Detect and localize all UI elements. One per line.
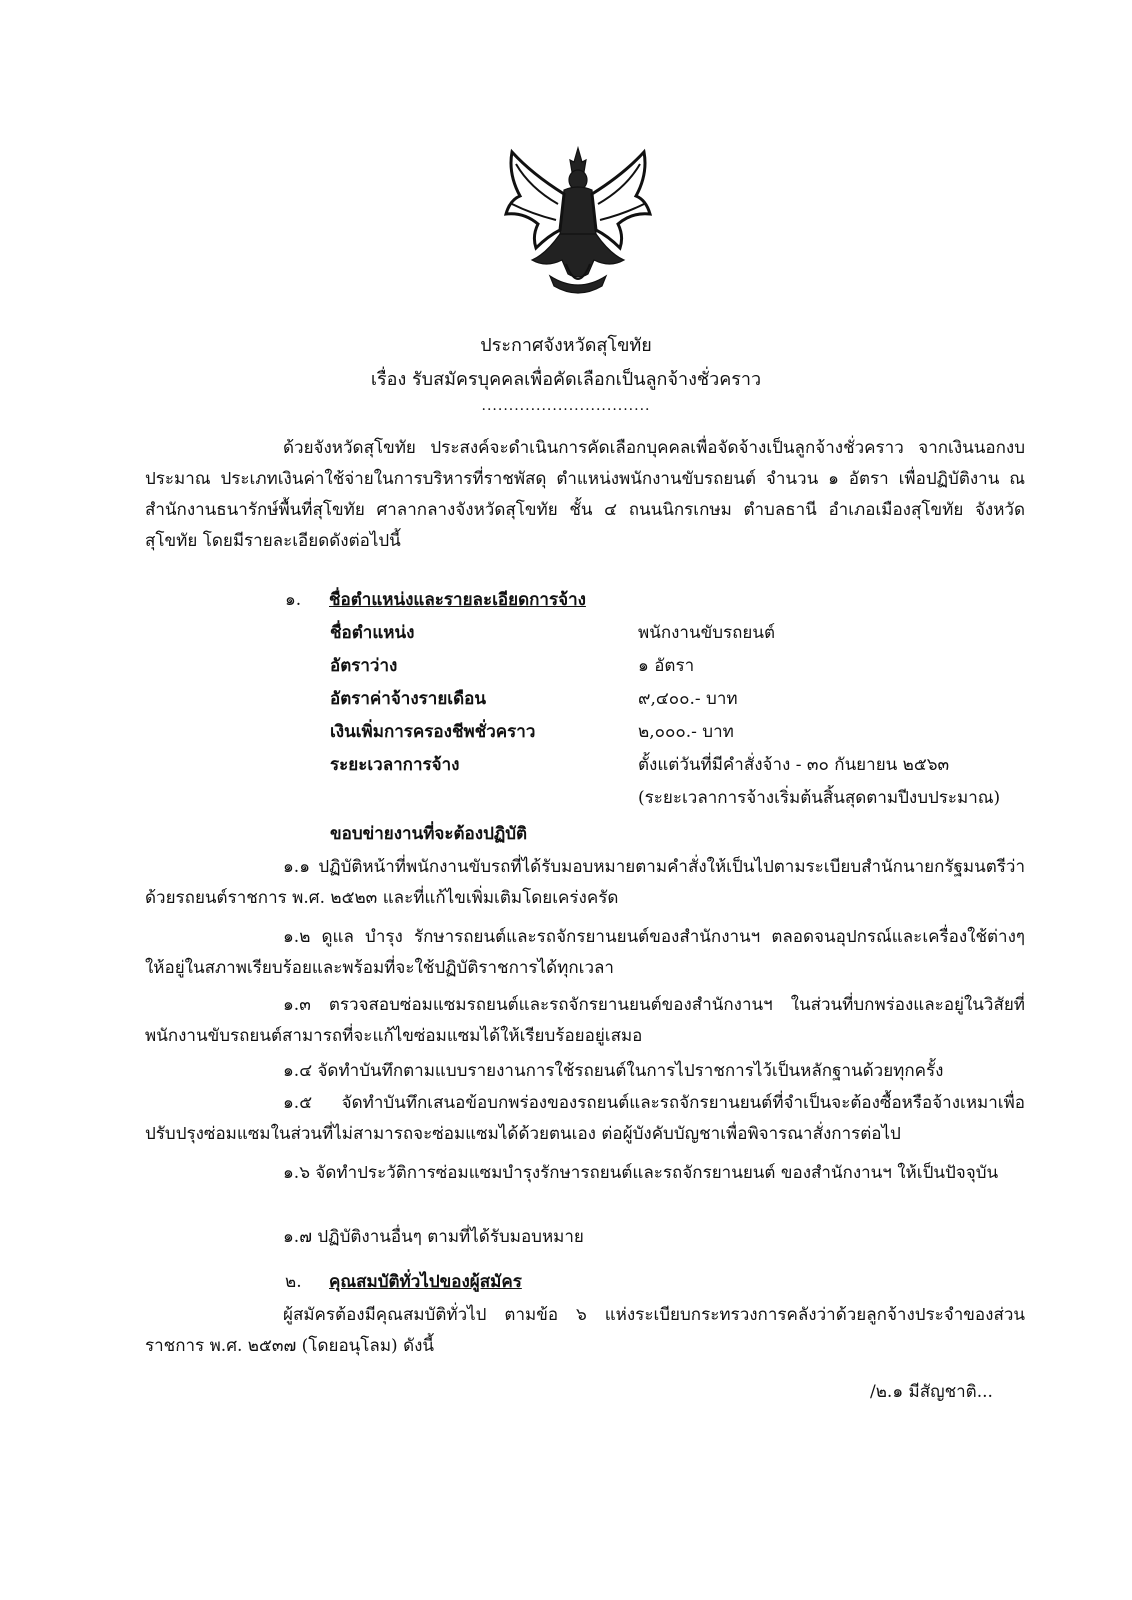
detail-value: ๒,๐๐๐.- บาท bbox=[638, 722, 734, 742]
duty-item: ๑.๓ ตรวจสอบซ่อมแซมรถยนต์และรถจักรยานยนต์ของสำนักงานฯ ในส่วนที่บกพร่องและอยู่ในวิสัยที่พนักงานขับรถยนต์สามารถที่จะแก้ไขซ่อมแซมได้ให้เรียบร้อยอยู่เสมอ bbox=[145, 995, 1025, 1046]
position-details bbox=[330, 619, 1030, 817]
detail-value: ๑ อัตรา bbox=[638, 656, 695, 676]
duty-item: ๑.๖ จัดทำประวัติการซ่อมแซมบำรุงรักษารถยนต์และรถจักรยานยนต์ ของสำนักงานฯ ให้เป็นปัจจุบัน bbox=[283, 1163, 999, 1183]
duration-note: (ระยะเวลาการจ้างเริ่มต้นสิ้นสุดตามปีงบประมาณ) bbox=[638, 788, 1001, 808]
section-2-heading bbox=[285, 1268, 522, 1295]
section-1-title: ชื่อตำแหน่งและรายละเอียดการจ้าง bbox=[329, 590, 586, 610]
title-separator: ............................... bbox=[481, 398, 651, 414]
section-1-heading bbox=[285, 586, 586, 613]
detail-row bbox=[330, 751, 1030, 784]
detail-row bbox=[330, 619, 1030, 652]
announcement-title: ประกาศจังหวัดสุโขทัย bbox=[480, 335, 652, 356]
detail-value: พนักงานขับรถยนต์ bbox=[638, 623, 776, 643]
detail-label: อัตราค่าจ้างรายเดือน bbox=[330, 689, 486, 709]
duty-item: ๑.๗ ปฏิบัติงานอื่นๆ ตามที่ได้รับมอบหมาย bbox=[283, 1227, 584, 1247]
detail-row bbox=[330, 685, 1030, 718]
detail-row bbox=[330, 784, 1030, 817]
page-continuation: /๒.๑ มีสัญชาติ... bbox=[870, 1382, 993, 1402]
section-1-number: ๑. bbox=[285, 590, 302, 610]
garuda-emblem bbox=[502, 144, 654, 299]
section-2-text: ผู้สมัครต้องมีคุณสมบัติทั่วไป ตามข้อ ๖ แห่งระเบียบกระทรวงการคลังว่าด้วยลูกจ้างประจำของส่วนราชการ พ.ศ. ๒๕๓๗ (โดยอนุโลม) ดังนี้ bbox=[145, 1305, 1025, 1356]
detail-value: ตั้งแต่วันที่มีคำสั่งจ้าง - ๓๐ กันยายน ๒๕๖๓ bbox=[638, 755, 950, 775]
detail-row bbox=[330, 652, 1030, 685]
section-2-number: ๒. bbox=[285, 1272, 302, 1292]
section-2-title: คุณสมบัติทั่วไปของผู้สมัคร bbox=[329, 1272, 522, 1292]
detail-label: อัตราว่าง bbox=[330, 656, 398, 676]
detail-row bbox=[330, 718, 1030, 751]
duty-item: ๑.๕ จัดทำบันทึกเสนอข้อบกพร่องของรถยนต์และรถจักรยานยนต์ที่จำเป็นจะต้องซื้อหรือจ้างเหมาเพื่อปรับปรุงซ่อมแซมในส่วนที่ไม่สามารถจะซ่อมแซมได้ด้วยตนเอง ต่อผู้บังคับบัญชาเพื่อพิจารณาสั่งการต่อไป bbox=[145, 1093, 1025, 1144]
duty-item: ๑.๒ ดูแล บำรุง รักษารถยนต์และรถจักรยานยนต์ของสำนักงานฯ ตลอดจนอุปกรณ์และเครื่องใช้ต่างๆ ให้อยู่ในสภาพเรียบร้อยและพร้อมที่จะใช้ปฏิบัติราชการได้ทุกเวลา bbox=[145, 927, 1025, 978]
detail-label: เงินเพิ่มการครองชีพชั่วคราว bbox=[330, 722, 536, 742]
detail-label: ชื่อตำแหน่ง bbox=[330, 623, 415, 643]
detail-value: ๙,๔๐๐.- บาท bbox=[638, 689, 738, 709]
announcement-subject: เรื่อง รับสมัครบุคคลเพื่อคัดเลือกเป็นลูกจ้างชั่วคราว bbox=[370, 369, 762, 390]
duty-item: ๑.๑ ปฏิบัติหน้าที่พนักงานขับรถที่ได้รับมอบหมายตามคำสั่งให้เป็นไปตามระเบียบสำนักนายกรัฐมนตรีว่าด้วยรถยนต์ราชการ พ.ศ. ๒๕๒๓ และที่แก้ไขเพิ่มเติมโดยเคร่งครัด bbox=[145, 857, 1025, 908]
duties-heading: ขอบข่ายงานที่จะต้องปฏิบัติ bbox=[330, 824, 528, 844]
detail-label: ระยะเวลาการจ้าง bbox=[330, 755, 460, 775]
duty-item: ๑.๔ จัดทำบันทึกตามแบบรายงานการใช้รถยนต์ในการไปราชการไว้เป็นหลักฐานด้วยทุกครั้ง bbox=[283, 1061, 944, 1081]
intro-paragraph: ด้วยจังหวัดสุโขทัย ประสงค์จะดำเนินการคัดเลือกบุคคลเพื่อจัดจ้างเป็นลูกจ้างชั่วคราว จากเงินนอกงบประมาณ ประเภทเงินค่าใช้จ่ายในการบริหารที่ราชพัสดุ ตำแหน่งพนักงานขับรถยนต์ จำนวน ๑ อัตรา เพื่อปฏิบัติงาน ณ สำนักงานธนารักษ์พื้นที่สุโขทัย ศาลากลางจังหวัดสุโขทัย ชั้น ๔ ถนนนิกรเกษม ตำบลธานี อำเภอเมืองสุโขทัย จังหวัดสุโขทัย โดยมีรายละเอียดดังต่อไปนี้ bbox=[145, 438, 1025, 551]
